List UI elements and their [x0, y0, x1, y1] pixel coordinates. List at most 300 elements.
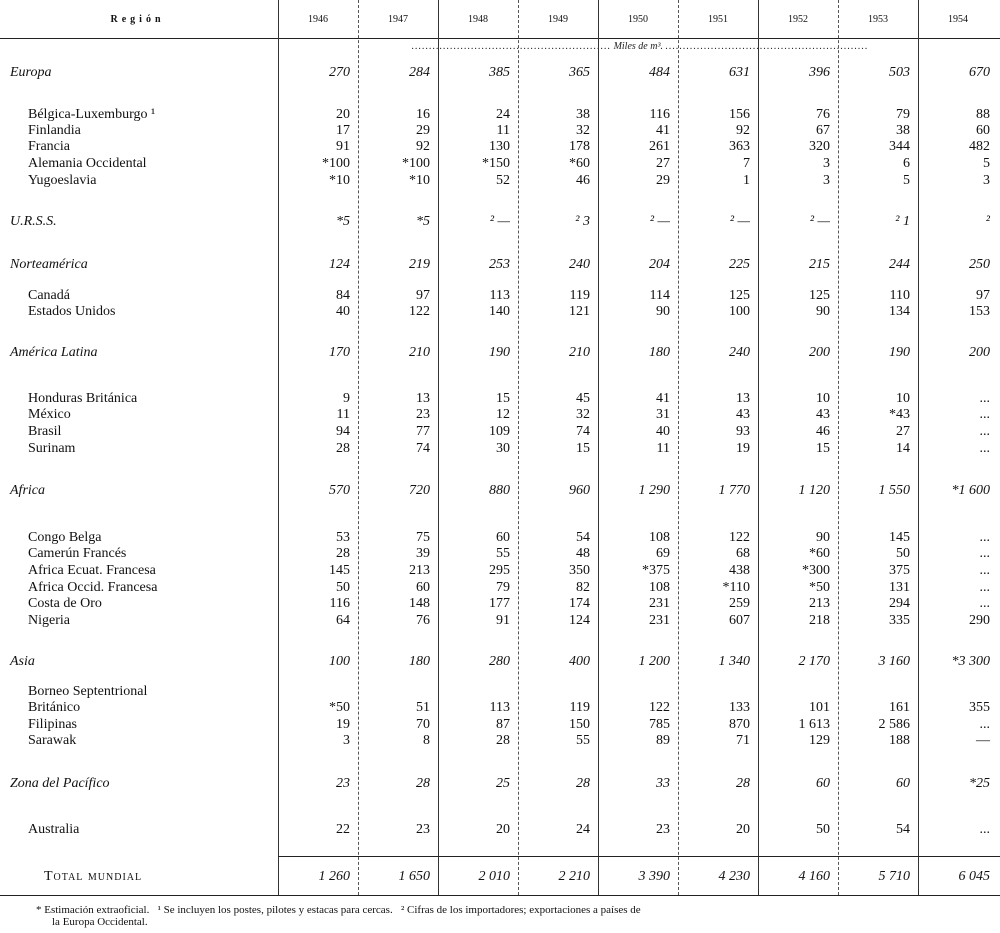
cell-value: 13 — [416, 391, 430, 406]
cell-value: ... — [979, 596, 990, 611]
cell-value: 6 — [903, 156, 910, 171]
cell-value: 24 — [576, 822, 590, 837]
cell-value: 76 — [416, 613, 430, 628]
cell-value: 91 — [496, 613, 510, 628]
cell-value: 400 — [569, 654, 590, 669]
cell-value: 1 200 — [638, 654, 670, 669]
cell-value: 79 — [496, 580, 510, 595]
cell-value: ... — [979, 580, 990, 595]
table-row — [0, 595, 1000, 612]
cell-value: 124 — [569, 613, 590, 628]
cell-value: 180 — [649, 345, 670, 360]
cell-value: 69 — [656, 546, 670, 561]
cell-value: 280 — [489, 654, 510, 669]
cell-value: 74 — [576, 424, 590, 439]
cell-value: 28 — [336, 441, 350, 456]
cell-value: 5 — [983, 156, 990, 171]
cell-value: 122 — [649, 700, 670, 715]
cell-value: 50 — [896, 546, 910, 561]
cell-value: 607 — [729, 613, 750, 628]
cell-value: 134 — [889, 304, 910, 319]
cell-value: *100 — [322, 156, 350, 171]
cell-value: ... — [979, 530, 990, 545]
cell-value: 100 — [729, 304, 750, 319]
cell-value: *375 — [642, 563, 670, 578]
cell-value: 3 160 — [878, 654, 910, 669]
cell-value: 116 — [649, 107, 670, 122]
cell-value: 153 — [969, 304, 990, 319]
cell-value: — — [976, 733, 990, 748]
cell-value: 200 — [969, 345, 990, 360]
cell-value: 38 — [896, 123, 910, 138]
row-label: Total mundial — [44, 869, 143, 884]
total-rule — [278, 856, 1000, 857]
cell-value: 190 — [889, 345, 910, 360]
cell-value: *3 300 — [951, 654, 990, 669]
cell-value: 60 — [816, 776, 830, 791]
header-region: Región — [110, 14, 165, 25]
cell-value: 145 — [889, 530, 910, 545]
header-year: 1949 — [548, 14, 568, 25]
cell-value: 24 — [496, 107, 510, 122]
cell-value: 355 — [969, 700, 990, 715]
cell-value: 3 390 — [638, 869, 670, 884]
bottom-rule — [0, 895, 1000, 896]
row-label: Alemania Occidental — [28, 156, 147, 171]
cell-value: 113 — [489, 288, 510, 303]
cell-value: 3 — [823, 173, 830, 188]
cell-value: 41 — [656, 391, 670, 406]
header-year: 1947 — [388, 14, 408, 25]
cell-value: 90 — [816, 530, 830, 545]
cell-value: 88 — [976, 107, 990, 122]
cell-value: 2 586 — [878, 717, 910, 732]
cell-value: 180 — [409, 654, 430, 669]
row-label: Asia — [10, 654, 35, 669]
cell-value: *5 — [416, 214, 430, 229]
cell-value: *300 — [802, 563, 830, 578]
cell-value: 25 — [496, 776, 510, 791]
cell-value: 5 710 — [878, 869, 910, 884]
row-label: México — [28, 407, 71, 422]
cell-value: 244 — [889, 257, 910, 272]
cell-value: 114 — [649, 288, 670, 303]
cell-value: *43 — [889, 407, 910, 422]
cell-value: 68 — [736, 546, 750, 561]
cell-value: 13 — [736, 391, 750, 406]
region-row — [0, 344, 1000, 361]
cell-value: 9 — [343, 391, 350, 406]
cell-value: 100 — [329, 654, 350, 669]
cell-value: ² — — [809, 214, 830, 229]
cell-value: 43 — [736, 407, 750, 422]
cell-value: 1 — [743, 173, 750, 188]
cell-value: 129 — [809, 733, 830, 748]
cell-value: 215 — [809, 257, 830, 272]
cell-value: 31 — [656, 407, 670, 422]
units-label: Miles de m³. — [613, 41, 663, 52]
cell-value: 20 — [736, 822, 750, 837]
region-row — [0, 64, 1000, 81]
cell-value: 7 — [743, 156, 750, 171]
cell-value: 210 — [409, 345, 430, 360]
cell-value: *10 — [409, 173, 430, 188]
table-row — [0, 579, 1000, 596]
table-row — [0, 122, 1000, 139]
cell-value: 15 — [496, 391, 510, 406]
cell-value: 119 — [569, 700, 590, 715]
cell-value: 720 — [409, 483, 430, 498]
cell-value: 27 — [656, 156, 670, 171]
table-row — [0, 172, 1000, 189]
cell-value: *100 — [402, 156, 430, 171]
row-label: América Latina — [10, 345, 98, 360]
table-row — [0, 106, 1000, 123]
cell-value: 125 — [809, 288, 830, 303]
header-rule — [0, 38, 1000, 39]
cell-value: 11 — [656, 441, 670, 456]
cell-value: *60 — [569, 156, 590, 171]
cell-value: 54 — [896, 822, 910, 837]
row-label: Zona del Pacífico — [10, 776, 110, 791]
table-row — [0, 529, 1000, 546]
row-label: Congo Belga — [28, 530, 102, 545]
cell-value: 84 — [336, 288, 350, 303]
cell-value: 76 — [816, 107, 830, 122]
cell-value: 219 — [409, 257, 430, 272]
cell-value: 97 — [976, 288, 990, 303]
row-label: Africa — [10, 483, 45, 498]
cell-value: 484 — [649, 65, 670, 80]
cell-value: 54 — [576, 530, 590, 545]
table-row — [0, 683, 1000, 700]
cell-value: 148 — [409, 596, 430, 611]
cell-value: 3 — [343, 733, 350, 748]
cell-value: ... — [979, 441, 990, 456]
cell-value: ... — [979, 546, 990, 561]
cell-value: 60 — [496, 530, 510, 545]
cell-value: 60 — [896, 776, 910, 791]
cell-value: 74 — [416, 441, 430, 456]
cell-value: 231 — [649, 596, 670, 611]
header-year: 1951 — [708, 14, 728, 25]
cell-value: 1 770 — [718, 483, 750, 498]
header-year: 1953 — [868, 14, 888, 25]
row-label: Canadá — [28, 288, 70, 303]
row-label: Norteamérica — [10, 257, 88, 272]
cell-value: ... — [979, 717, 990, 732]
cell-value: 240 — [569, 257, 590, 272]
cell-value: 2 010 — [478, 869, 510, 884]
row-label: Brasil — [28, 424, 62, 439]
cell-value: 51 — [416, 700, 430, 715]
region-row — [0, 256, 1000, 273]
cell-value: 23 — [336, 776, 350, 791]
cell-value: 46 — [816, 424, 830, 439]
cell-value: 28 — [336, 546, 350, 561]
cell-value: 55 — [576, 733, 590, 748]
cell-value: 125 — [729, 288, 750, 303]
cell-value: ² — — [729, 214, 750, 229]
cell-value: 178 — [569, 139, 590, 154]
cell-value: 365 — [569, 65, 590, 80]
cell-value: *150 — [482, 156, 510, 171]
cell-value: 28 — [576, 776, 590, 791]
cell-value: 131 — [889, 580, 910, 595]
cell-value: *60 — [809, 546, 830, 561]
cell-value: 23 — [416, 822, 430, 837]
cell-value: 20 — [336, 107, 350, 122]
cell-value: 190 — [489, 345, 510, 360]
cell-value: ... — [979, 407, 990, 422]
cell-value: 75 — [416, 530, 430, 545]
cell-value: 503 — [889, 65, 910, 80]
cell-value: 130 — [489, 139, 510, 154]
region-row — [0, 775, 1000, 792]
cell-value: 93 — [736, 424, 750, 439]
table-row — [0, 287, 1000, 304]
cell-value: 150 — [569, 717, 590, 732]
cell-value: ² — — [489, 214, 510, 229]
cell-value: 40 — [656, 424, 670, 439]
cell-value: 290 — [969, 613, 990, 628]
cell-value: 43 — [816, 407, 830, 422]
cell-value: *1 600 — [951, 483, 990, 498]
row-label: Australia — [28, 822, 80, 837]
cell-value: 8 — [423, 733, 430, 748]
cell-value: 116 — [329, 596, 350, 611]
cell-value: 6 045 — [958, 869, 990, 884]
cell-value: 335 — [889, 613, 910, 628]
cell-value: 170 — [329, 345, 350, 360]
row-label: Africa Occid. Francesa — [28, 580, 158, 595]
cell-value: 23 — [656, 822, 670, 837]
cell-value: 12 — [496, 407, 510, 422]
cell-value: 870 — [729, 717, 750, 732]
cell-value: 33 — [656, 776, 670, 791]
cell-value: 11 — [336, 407, 350, 422]
row-label: Honduras Británica — [28, 391, 138, 406]
table-row — [0, 155, 1000, 172]
cell-value: 70 — [416, 717, 430, 732]
cell-value: 156 — [729, 107, 750, 122]
cell-value: 39 — [416, 546, 430, 561]
cell-value: 1 290 — [638, 483, 670, 498]
cell-value: 204 — [649, 257, 670, 272]
cell-value: 77 — [416, 424, 430, 439]
cell-value: 140 — [489, 304, 510, 319]
cell-value: 28 — [416, 776, 430, 791]
cell-value: 41 — [656, 123, 670, 138]
cell-value: 50 — [336, 580, 350, 595]
cell-value: 1 340 — [718, 654, 750, 669]
cell-value: 108 — [649, 580, 670, 595]
table-row — [0, 821, 1000, 838]
cell-value: *50 — [809, 580, 830, 595]
row-label: Finlandia — [28, 123, 81, 138]
cell-value: 259 — [729, 596, 750, 611]
region-row — [0, 653, 1000, 670]
cell-value: *110 — [722, 580, 750, 595]
cell-value: 71 — [736, 733, 750, 748]
cell-value: 92 — [416, 139, 430, 154]
cell-value: 17 — [336, 123, 350, 138]
cell-value: 20 — [496, 822, 510, 837]
cell-value: 22 — [336, 822, 350, 837]
row-label: Francia — [28, 139, 70, 154]
cell-value: 294 — [889, 596, 910, 611]
cell-value: 225 — [729, 257, 750, 272]
cell-value: 133 — [729, 700, 750, 715]
cell-value: 270 — [329, 65, 350, 80]
row-label: Surinam — [28, 441, 76, 456]
cell-value: 45 — [576, 391, 590, 406]
cell-value: 1 650 — [398, 869, 430, 884]
cell-value: 14 — [896, 441, 910, 456]
cell-value: 880 — [489, 483, 510, 498]
cell-value: 5 — [903, 173, 910, 188]
cell-value: 50 — [816, 822, 830, 837]
row-label: Costa de Oro — [28, 596, 102, 611]
cell-value: 670 — [969, 65, 990, 80]
cell-value: 253 — [489, 257, 510, 272]
cell-value: 240 — [729, 345, 750, 360]
cell-value: 29 — [656, 173, 670, 188]
cell-value: 231 — [649, 613, 670, 628]
cell-value: ² — — [649, 214, 670, 229]
cell-value: 40 — [336, 304, 350, 319]
cell-value: 295 — [489, 563, 510, 578]
table-row — [0, 699, 1000, 716]
cell-value: 213 — [409, 563, 430, 578]
cell-value: 11 — [496, 123, 510, 138]
cell-value: 2 170 — [798, 654, 830, 669]
cell-value: 396 — [809, 65, 830, 80]
header-year: 1946 — [308, 14, 328, 25]
cell-value: 87 — [496, 717, 510, 732]
cell-value: 174 — [569, 596, 590, 611]
cell-value: 48 — [576, 546, 590, 561]
row-label: Sarawak — [28, 733, 77, 748]
cell-value: 64 — [336, 613, 350, 628]
cell-value: 4 160 — [798, 869, 830, 884]
cell-value: 15 — [576, 441, 590, 456]
cell-value: 482 — [969, 139, 990, 154]
cell-value: 97 — [416, 288, 430, 303]
cell-value: ... — [979, 563, 990, 578]
cell-value: 363 — [729, 139, 750, 154]
cell-value: 119 — [569, 288, 590, 303]
cell-value: 27 — [896, 424, 910, 439]
cell-value: 10 — [896, 391, 910, 406]
table-row — [0, 732, 1000, 749]
table-row — [0, 423, 1000, 440]
row-label: Británico — [28, 700, 81, 715]
table-row — [0, 716, 1000, 733]
row-label: Europa — [10, 65, 52, 80]
cell-value: *50 — [329, 700, 350, 715]
cell-value: 2 210 — [558, 869, 590, 884]
cell-value: 79 — [896, 107, 910, 122]
cell-value: 3 — [983, 173, 990, 188]
header-year: 1950 — [628, 14, 648, 25]
row-label: Filipinas — [28, 717, 78, 732]
region-row — [0, 213, 1000, 230]
row-label: Estados Unidos — [28, 304, 116, 319]
cell-value: 385 — [489, 65, 510, 80]
footnote-line-2: la Europa Occidental. — [52, 916, 148, 928]
cell-value: 1 120 — [798, 483, 830, 498]
footnote-line-1: * Estimación extraoficial. ¹ Se incluyen los postes, pilotes y estacas para cercas. ² Cifras de los importadores; exportaciones a países de — [36, 904, 641, 916]
cell-value: 30 — [496, 441, 510, 456]
cell-value: 29 — [416, 123, 430, 138]
units-dots-left: ......................................................... — [411, 41, 612, 52]
cell-value: 110 — [889, 288, 910, 303]
table-row — [0, 440, 1000, 457]
cell-value: 177 — [489, 596, 510, 611]
cell-value: *5 — [336, 214, 350, 229]
cell-value: 261 — [649, 139, 670, 154]
cell-value: 122 — [409, 304, 430, 319]
cell-value: 960 — [569, 483, 590, 498]
cell-value: ... — [979, 391, 990, 406]
cell-value: 161 — [889, 700, 910, 715]
cell-value: 89 — [656, 733, 670, 748]
header-year: 1952 — [788, 14, 808, 25]
cell-value: ... — [979, 822, 990, 837]
cell-value: 101 — [809, 700, 830, 715]
table-row — [0, 545, 1000, 562]
table-row — [0, 303, 1000, 320]
cell-value: *25 — [969, 776, 990, 791]
cell-value: 19 — [336, 717, 350, 732]
cell-value: 344 — [889, 139, 910, 154]
row-label: Nigeria — [28, 613, 70, 628]
cell-value: 91 — [336, 139, 350, 154]
cell-value: 92 — [736, 123, 750, 138]
cell-value: 60 — [976, 123, 990, 138]
cell-value: ² 3 — [575, 214, 590, 229]
cell-value: 250 — [969, 257, 990, 272]
row-label: Yugoeslavia — [28, 173, 97, 188]
cell-value: 145 — [329, 563, 350, 578]
header-year: 1948 — [468, 14, 488, 25]
cell-value: 90 — [816, 304, 830, 319]
cell-value: 28 — [496, 733, 510, 748]
units-row — [290, 40, 990, 54]
cell-value: ² — [985, 214, 990, 229]
cell-value: 16 — [416, 107, 430, 122]
table-row — [0, 138, 1000, 155]
cell-value: 38 — [576, 107, 590, 122]
cell-value: 218 — [809, 613, 830, 628]
cell-value: 67 — [816, 123, 830, 138]
cell-value: 113 — [489, 700, 510, 715]
units-dots-right: .......................................................... — [665, 41, 869, 52]
cell-value: 785 — [649, 717, 670, 732]
cell-value: 108 — [649, 530, 670, 545]
cell-value: 4 230 — [718, 869, 750, 884]
table-row — [0, 406, 1000, 423]
table-row — [0, 612, 1000, 629]
cell-value: 19 — [736, 441, 750, 456]
cell-value: 200 — [809, 345, 830, 360]
cell-value: 438 — [729, 563, 750, 578]
cell-value: *10 — [329, 173, 350, 188]
cell-value: 15 — [816, 441, 830, 456]
cell-value: 188 — [889, 733, 910, 748]
row-label: Bélgica-Luxemburgo ¹ — [28, 107, 156, 122]
